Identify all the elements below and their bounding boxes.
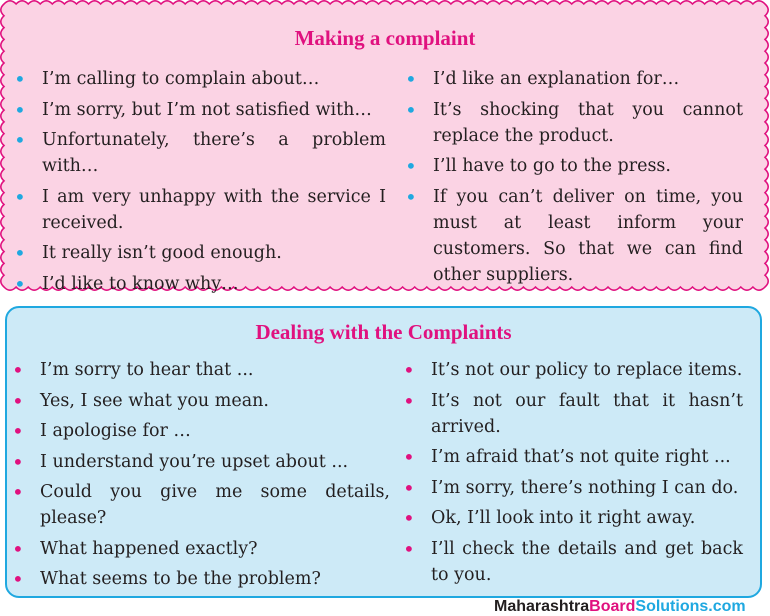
list-item: • I’ll have to go to the press. — [403, 153, 743, 179]
list-item: • Ok, I’ll look into it right away. — [401, 505, 743, 531]
dealing-complaints-box — [5, 306, 762, 598]
making-complaint-box — [0, 0, 770, 292]
making-complaint-title: Making a complaint — [294, 26, 476, 50]
list-item: • It’s shocking that you cannot replace the product. — [403, 97, 743, 149]
list-item: • Unfortunately, there’s a problem with… — [12, 127, 386, 179]
list-item: • I’d like an explanation for… — [403, 66, 743, 92]
watermark-part2: Board — [589, 598, 636, 615]
list-item: • I’m sorry to hear that ... — [10, 357, 390, 383]
list-item: • I’m calling to complain about… — [12, 66, 386, 92]
list-item: • If you can’t deliver on time, you must at least inform your customers. So that we can find other suppliers. — [403, 184, 743, 288]
watermark — [494, 598, 746, 616]
list-item: • I apologise for … — [10, 418, 390, 444]
list-item: • I understand you’re upset about ... — [10, 449, 390, 475]
watermark-part3: Solutions.com — [635, 598, 746, 615]
list-item: • I’ll check the details and get back to you. — [401, 536, 743, 588]
list-item: • Yes, I see what you mean. — [10, 388, 390, 414]
list-item: • I’m afraid that’s not quite right ... — [401, 444, 743, 470]
dealing-left-column — [10, 357, 390, 597]
list-item: • What happened exactly? — [10, 536, 390, 562]
list-item: • I am very unhappy with the service I received. — [12, 184, 386, 236]
dealing-right-column — [401, 357, 743, 592]
list-item: • It really isn’t good enough. — [12, 240, 386, 266]
list-item: • I’m sorry, but I’m not satisfied with… — [12, 97, 386, 123]
list-item: • It’s not our fault that it hasn’t arrived. — [401, 388, 743, 440]
complaint-left-column — [12, 66, 386, 301]
complaint-right-column — [403, 66, 743, 292]
list-item: • I’m sorry, there’s nothing I can do. — [401, 475, 743, 501]
list-item: • I’d like to know why… — [12, 271, 386, 297]
list-item: • What seems to be the problem? — [10, 566, 390, 592]
list-item: • Could you give me some details, please? — [10, 479, 390, 531]
list-item: • It’s not our policy to replace items. — [401, 357, 743, 383]
watermark-part1: Maharashtra — [494, 598, 590, 615]
dealing-complaints-title: Dealing with the Complaints — [255, 320, 512, 344]
